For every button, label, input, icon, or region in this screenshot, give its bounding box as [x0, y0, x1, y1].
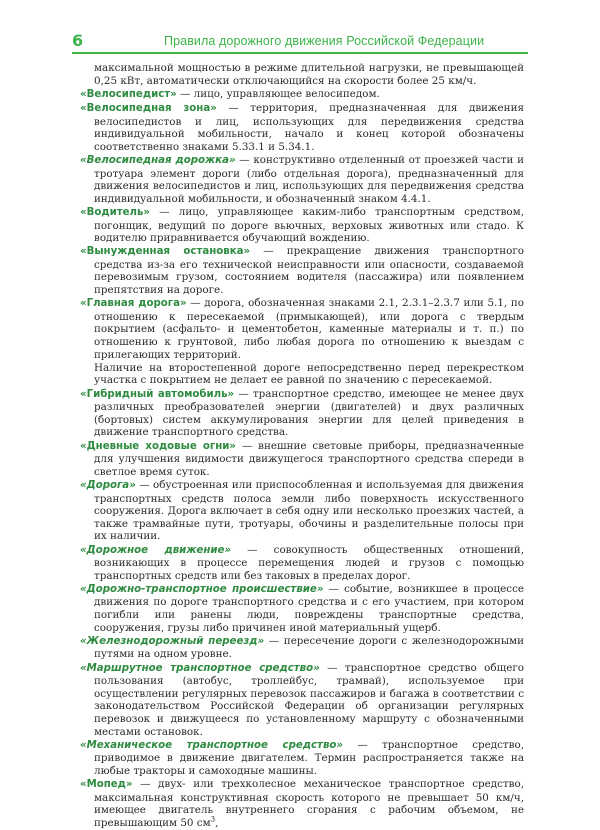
superscript: 3 [210, 815, 216, 824]
intro-paragraph: максимальной мощностью в режиме длительной нагрузки, не превышающей 0,25 кВт, автоматически отключающийся на скорости более 25 км/ч. [94, 62, 524, 87]
definitions-list [80, 88, 524, 830]
definition-term: «Дневные ходовые огни» [80, 440, 236, 452]
definition-entry [80, 245, 524, 296]
definition-entry [80, 479, 524, 543]
page-header [72, 32, 528, 54]
definition-text: — транспортное средство общего пользования (автобус, троллейбус, трамвай), используемое при осуществлении регулярных перевозок пассажиров и багажа в соответствии с законодательством Российской Федерации об организации регулярных перевозок и движущееся по установленному маршруту с обозначенными местами остановок. [94, 661, 524, 738]
definition-entry [80, 206, 524, 245]
definition-term: «Велосипедная зона» [80, 102, 217, 114]
page-number: 6 [72, 31, 84, 50]
definition-term: «Маршрутное транспортное средство» [80, 662, 320, 674]
definition-term: «Велосипедист» [80, 88, 177, 100]
definition-term: «Гибридный автомобиль» [80, 388, 235, 400]
document-body [80, 62, 524, 830]
definition-entry [80, 583, 524, 634]
definition-text: — конструктивно отделенный от проезжей части и тротуара элемент дороги (либо отдельная дорога), предназначенный для движения велосипедистов и лиц, использующих для передвижения средства индивидуальной мобильности, и обозначенный знаком 4.4.1. [94, 153, 524, 205]
definition-text: — прекращение движения транспортного средства из-за его технической неисправности или опасности, создаваемой перевозимым грузом, состоянием водителя (пассажира) или появлением препятствия на дороге. [94, 245, 524, 297]
definition-entry [80, 662, 524, 739]
definition-entry [80, 154, 524, 205]
definition-term: «Вынужденная остановка» [80, 246, 251, 258]
definition-entry [80, 739, 524, 778]
definition-entry [80, 388, 524, 439]
definition-term: «Железнодорожный переезд» [80, 635, 265, 647]
definition-note: Наличие на второстепенной дороге непосредственно перед перекрестком участка с покрытием не делает ее равной по значению с пересекаемой. [94, 361, 524, 387]
definition-text: — совокупность общественных отношений, возникающих в процессе перемещения людей и грузов с помощью транспортных средств или без таковых в пределах дорог. [94, 543, 524, 582]
definition-text: — событие, возникшее в процессе движения по дороге транспортного средства и с его участием, при котором погибли или ранены люди, повреждены транспортные средства, сооружения, грузы либо причинен иной материальный ущерб. [94, 582, 524, 634]
definition-tail: , [215, 816, 219, 829]
definition-text: — дорога, обозначенная знаками 2.1, 2.3.1–2.3.7 или 5.1, по отношению к пересекаемой (примыкающей), или дорога с твердым покрытием (асфальто- и цементобетон, каменные материалы и т. п.) по отношению к грунтовой, либо любая дорога по отношению к выездам с прилегающих территорий. [94, 297, 524, 361]
definition-entry [80, 297, 524, 361]
definition-entry [80, 778, 524, 829]
definition-term: «Велосипедная дорожка» [80, 154, 236, 166]
definition-text: — обустроенная или приспособленная и используемая для движения транспортных средств полоса земли либо поверхность искусственного сооружения. Дорога включает в себя одну или несколько проезжих частей, а также трамвайные пути, тротуары, обочины и разделительные полосы при их наличии. [94, 478, 524, 543]
definition-term: «Главная дорога» [80, 298, 187, 310]
definition-term: «Механическое транспортное средство» [80, 739, 344, 751]
definition-text: — лицо, управляющее велосипедом. [176, 87, 380, 100]
running-title: Правила дорожного движения Российской Федерации [164, 34, 485, 48]
definition-entry [80, 440, 524, 479]
definition-text: — внешние световые приборы, предназначенные для улучшения видимости движущегося транспортного средства спереди в светлое время суток. [94, 439, 524, 478]
definition-text: — транспортное средство, имеющее не менее двух различных преобразователей энергии (двигателей) и двух различных (бортовых) систем аккумулирования энергии для целей приведения в движение транспортного средства. [94, 387, 524, 439]
header-rule [72, 52, 528, 54]
definition-text: — лицо, управляющее каким-либо транспортным средством, погонщик, ведущий по дороге вьючных, верховых животных или стадо. К водителю приравнивается обучающий вождению. [94, 205, 524, 245]
definition-entry [80, 635, 524, 661]
definition-entry [80, 544, 524, 583]
definition-entry [80, 102, 524, 153]
definition-entry [80, 88, 524, 102]
definition-term: «Дорожно-транспортное происшествие» [80, 583, 324, 595]
definition-term: «Дорожное движение» [80, 544, 232, 556]
definition-text: — двух- или трехколесное механическое транспортное средство, максимальная конструктивная скорость которого не превышает 50 км/ч, имеющее двигатель внутреннего сгорания с рабочим объемом, не превышающим 50 см [94, 778, 524, 829]
definition-text: — транспортное средство, приводимое в движение двигателем. Термин распространяется также на любые тракторы и самоходные машины. [94, 738, 524, 777]
definition-term: «Дорога» [80, 479, 136, 491]
definition-term: «Водитель» [80, 206, 151, 218]
definition-text: — пересечение дороги с железнодорожными путями на одном уровне. [94, 634, 524, 661]
definition-text: — территория, предназначенная для движения велосипедистов и лиц, использующих для передвижения средства индивидуальной мобильности, начало и конец которой обозначены соответственно знаками 5.33.1 и 5.34.1. [94, 101, 524, 153]
definition-term: «Мопед» [80, 779, 133, 791]
